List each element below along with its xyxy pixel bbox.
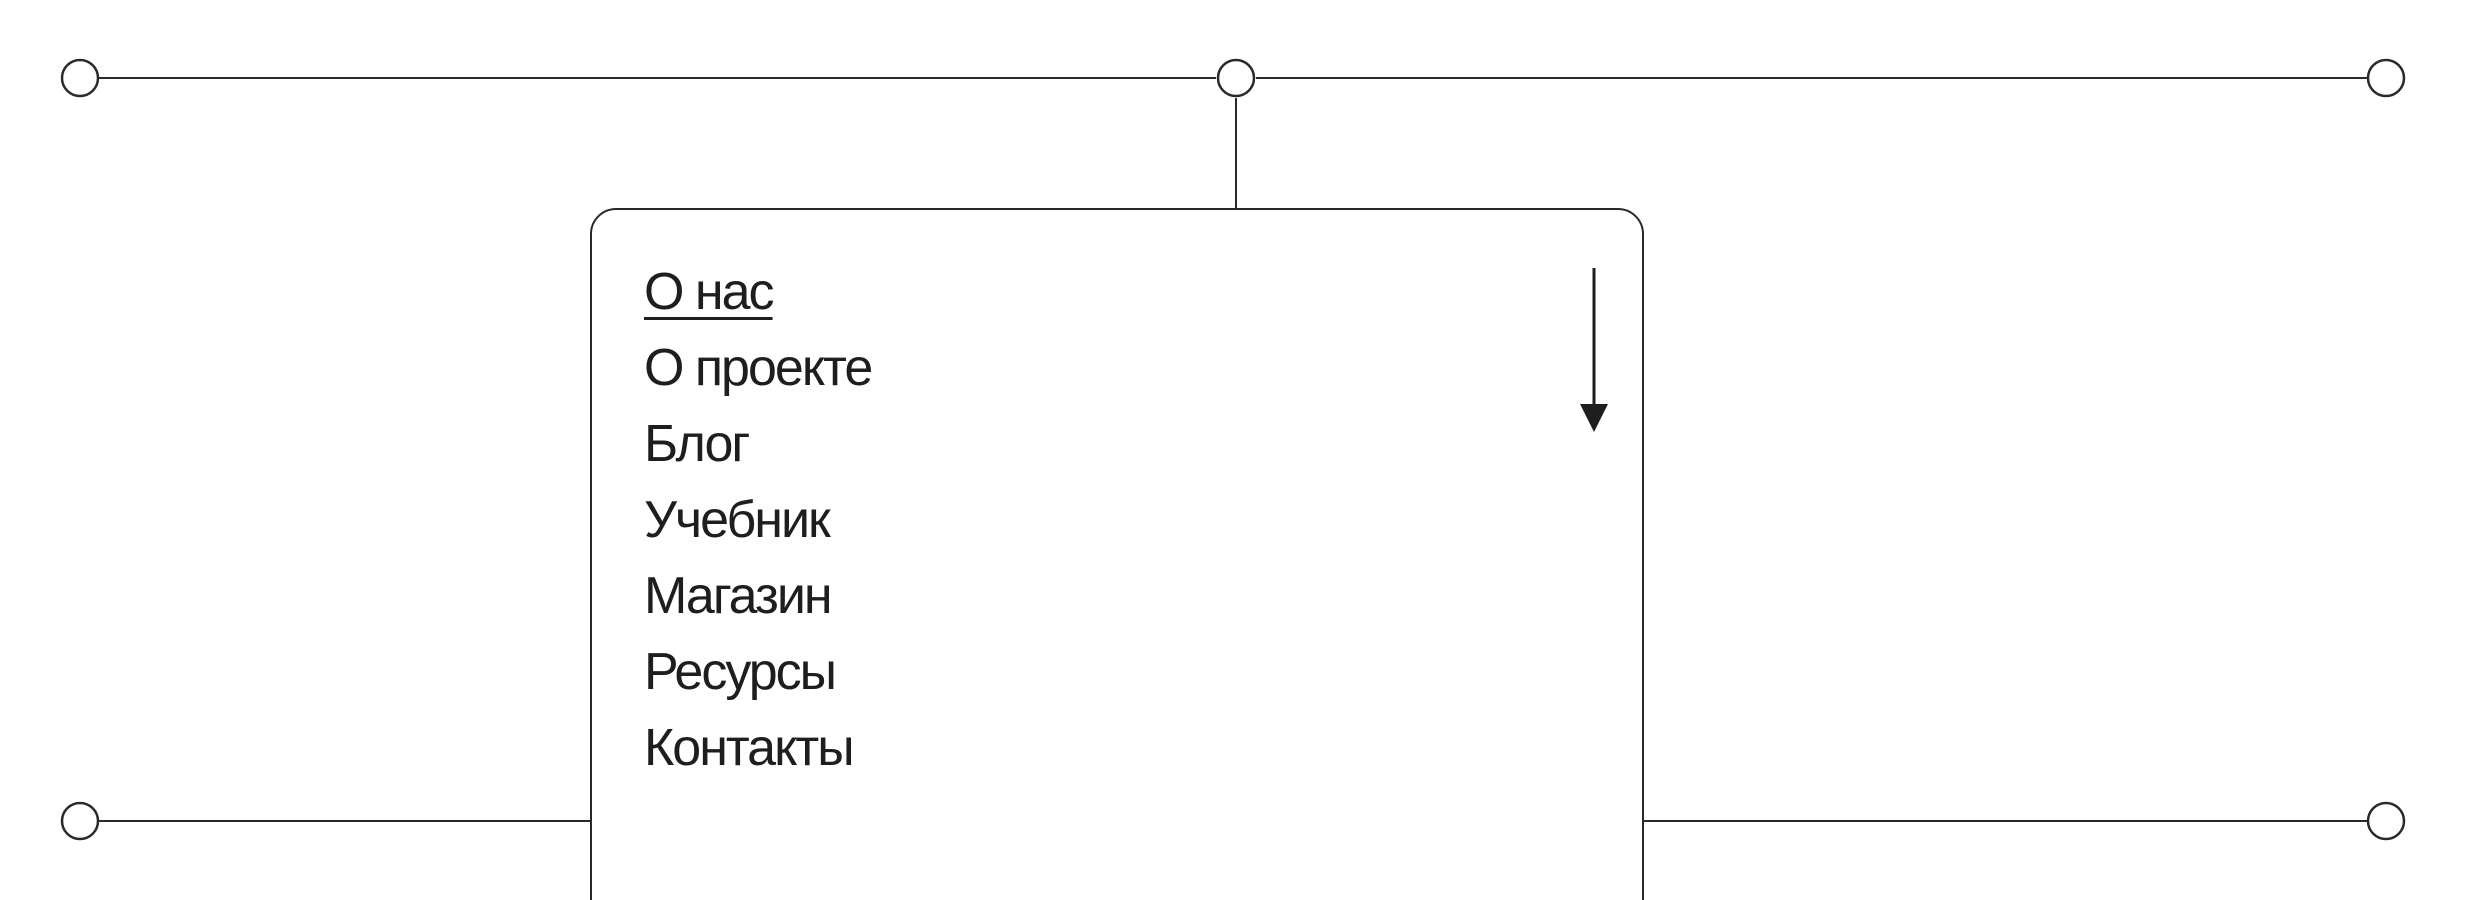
navigation-menu (644, 254, 871, 786)
circle-node-icon (2368, 803, 2404, 839)
circle-node-icon (2368, 60, 2404, 96)
circle-node-icon (62, 803, 98, 839)
menu-item-textbook[interactable]: Учебник (644, 491, 829, 549)
menu-item-blog[interactable]: Блог (644, 415, 749, 473)
navigation-menu-panel (590, 208, 1644, 900)
menu-item-contacts[interactable]: Контакты (644, 719, 853, 777)
menu-item-shop[interactable]: Магазин (644, 567, 831, 625)
arrow-down-icon[interactable] (1572, 268, 1616, 436)
circle-node-icon (1218, 60, 1254, 96)
menu-item-about-us[interactable]: О нас (644, 263, 773, 321)
menu-item-about-project[interactable]: О проекте (644, 339, 872, 397)
circle-node-icon (62, 60, 98, 96)
menu-item-resources[interactable]: Ресурсы (644, 643, 836, 701)
